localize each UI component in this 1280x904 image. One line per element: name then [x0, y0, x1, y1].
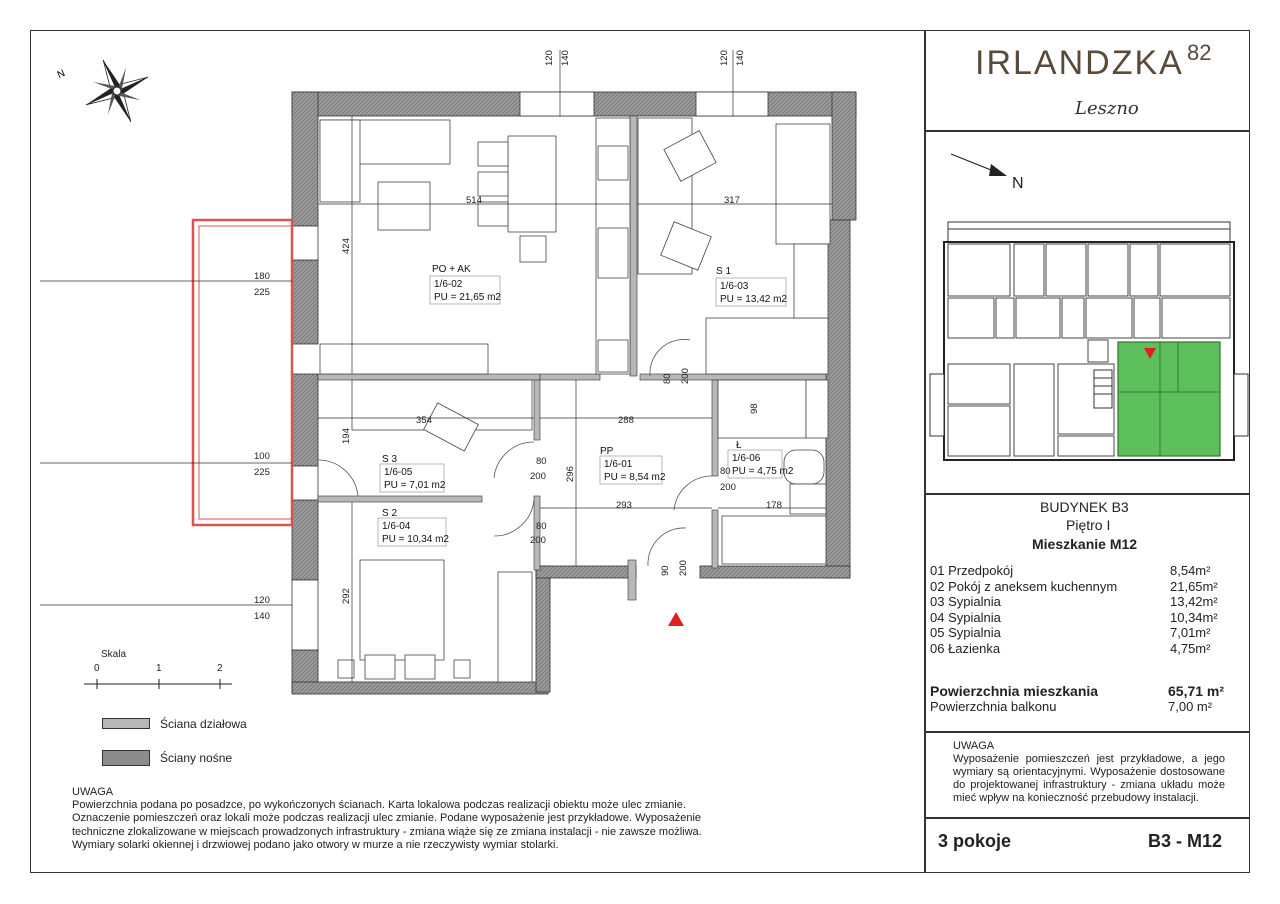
street-title: IRLANDZKA	[975, 44, 1184, 82]
dim-label: 120	[719, 50, 730, 66]
note-line: Wymiary solarki okiennej i drzwiowej podano jako otwory w murze a nie rzeczywisty wymiar stolarki.	[72, 838, 559, 851]
area-note	[72, 786, 728, 852]
building-key-plan	[928, 214, 1252, 462]
scale-tick-0: 0	[94, 663, 100, 674]
dim-label: 200	[530, 535, 546, 546]
room-row: 01 Przedpokój 8,54m²	[930, 563, 1211, 578]
floor-label: Piętro I	[1066, 517, 1111, 533]
svg-text:Ł: Ł	[736, 440, 742, 451]
dim-label: 120	[254, 595, 270, 606]
room-label-s1	[716, 266, 787, 306]
street-number: 82	[1187, 40, 1212, 65]
dim-label: 293	[616, 500, 632, 511]
city-title: Leszno	[1075, 98, 1139, 119]
legend-label-load-wall: Ściany nośne	[160, 751, 233, 765]
svg-text:PP: PP	[600, 446, 614, 457]
dim-label: 140	[254, 611, 270, 622]
dim-label: 180	[254, 271, 270, 282]
svg-text:PU = 10,34 m2: PU = 10,34 m2	[382, 534, 449, 545]
svg-text:PU = 8,54 m2: PU = 8,54 m2	[604, 472, 666, 483]
balcony-area-row: Powierzchnia balkonu 7,00 m²	[930, 699, 1213, 714]
dim-label: 90	[660, 565, 671, 576]
svg-text:1/6-02: 1/6-02	[434, 279, 463, 290]
rooms-count: 3 pokoje	[938, 831, 1012, 851]
north-arrow-icon	[945, 148, 1035, 196]
dim-label: 200	[678, 560, 689, 576]
dim-label: 288	[618, 415, 634, 426]
dim-label: 200	[720, 482, 736, 493]
dim-label: 80	[720, 466, 731, 477]
svg-text:S 1: S 1	[716, 266, 732, 277]
legend-label-partition: Ściana działowa	[160, 717, 247, 731]
dim-label: 424	[341, 238, 352, 254]
dim-label: 354	[416, 415, 432, 426]
room-row: 05 Sypialnia 7,01m²	[930, 625, 1211, 640]
area-totals	[930, 683, 1240, 714]
svg-text:1/6-04: 1/6-04	[382, 521, 411, 532]
dim-label: 80	[536, 456, 547, 467]
dim-label: 225	[254, 467, 270, 478]
note-line: Oznaczenie pomieszczeń oraz lokali może podczas realizacji ulec zmianie. Podane wyposażenie jest przykładowe. Wyposażenie	[72, 812, 702, 825]
north-label: N	[1012, 175, 1024, 192]
living-area-row: Powierzchnia mieszkania 65,71 m²	[930, 683, 1225, 699]
divider-title	[924, 130, 1250, 132]
room-row: 04 Sypialnia 10,34m²	[930, 609, 1218, 625]
dim-label: 80	[536, 521, 547, 532]
svg-text:S 2: S 2	[382, 508, 398, 519]
note-line: techniczne zlokalizowane w miejscach prowadzonych infrastruktury - zmiana wiąże się ze zmiana instalacji - nie zawsze możliwa.	[72, 825, 702, 838]
room-label-po-ak	[430, 264, 501, 304]
svg-text:PU = 4,75 m2: PU = 4,75 m2	[732, 466, 794, 477]
equipment-note	[953, 740, 1225, 805]
dim-label: 140	[560, 50, 571, 66]
apartment-label: Mieszkanie M12	[1032, 536, 1138, 552]
dim-label: 178	[766, 500, 782, 511]
dim-label: 296	[565, 466, 576, 482]
room-row: 03 Sypialnia 13,42m²	[930, 594, 1218, 609]
svg-text:PU = 21,65 m2: PU = 21,65 m2	[434, 292, 501, 303]
room-label-s3	[380, 454, 446, 492]
divider-keyplan	[924, 493, 1250, 495]
note-heading: UWAGA	[953, 740, 995, 752]
highlighted-apartment	[1118, 342, 1220, 456]
note-heading: UWAGA	[72, 786, 114, 798]
dim-label: 200	[680, 368, 691, 384]
note-text: Wyposażenie pomieszczeń jest przykładowe, a jego wymiary są orientacyjnymi. Wyposażenie dostosowane do projektowanej infrastruktury - zmiana układu może mieć wpływ na konieczność przebudowy instalacji.	[953, 753, 1225, 804]
dim-label: 514	[466, 195, 482, 206]
svg-text:PO + AK: PO + AK	[432, 264, 471, 275]
room-label-s2	[378, 508, 449, 546]
scale-tick-1: 1	[156, 663, 162, 674]
balcony	[193, 220, 292, 525]
svg-text:1/6-01: 1/6-01	[604, 459, 633, 470]
dim-label: 317	[724, 195, 740, 206]
svg-text:PU = 7,01 m2: PU = 7,01 m2	[384, 480, 446, 491]
scale-tick-2: 2	[217, 663, 223, 674]
dim-label: 292	[341, 588, 352, 604]
svg-text:PU = 13,42 m2: PU = 13,42 m2	[720, 294, 787, 305]
entrance-arrow-icon	[668, 612, 684, 626]
room-area-list	[930, 563, 1230, 656]
svg-text:1/6-05: 1/6-05	[384, 467, 413, 478]
dim-label: 225	[254, 287, 270, 298]
dim-label: 98	[749, 403, 760, 414]
svg-text:S 3: S 3	[382, 454, 398, 465]
compass-n-label: N	[55, 68, 67, 82]
room-row: 06 Łazienka 4,75m²	[930, 640, 1211, 656]
dim-label: 200	[530, 471, 546, 482]
divider-note	[924, 817, 1250, 819]
apartment-code: B3 - M12	[1148, 831, 1223, 851]
svg-text:1/6-03: 1/6-03	[720, 281, 749, 292]
scale-label: Skala	[101, 649, 127, 660]
building-name: BUDYNEK B3	[1040, 499, 1129, 515]
dim-label: 194	[341, 428, 352, 444]
room-label-pp	[600, 446, 666, 484]
panel-divider	[924, 30, 926, 873]
furniture	[320, 118, 830, 682]
dim-label: 80	[662, 373, 673, 384]
room-row: 02 Pokój z aneksem kuchennym 21,65m²	[930, 578, 1218, 594]
divider-areas	[924, 731, 1250, 733]
dim-label: 140	[735, 50, 746, 66]
svg-text:1/6-06: 1/6-06	[732, 453, 761, 464]
dim-label: 100	[254, 451, 270, 462]
dim-label: 120	[544, 50, 555, 66]
note-line: Powierzchnia podana po posadzce, po wykończonych ścianach. Karta lokalowa podczas realizacji obiektu może ulec zmianie.	[72, 799, 686, 812]
